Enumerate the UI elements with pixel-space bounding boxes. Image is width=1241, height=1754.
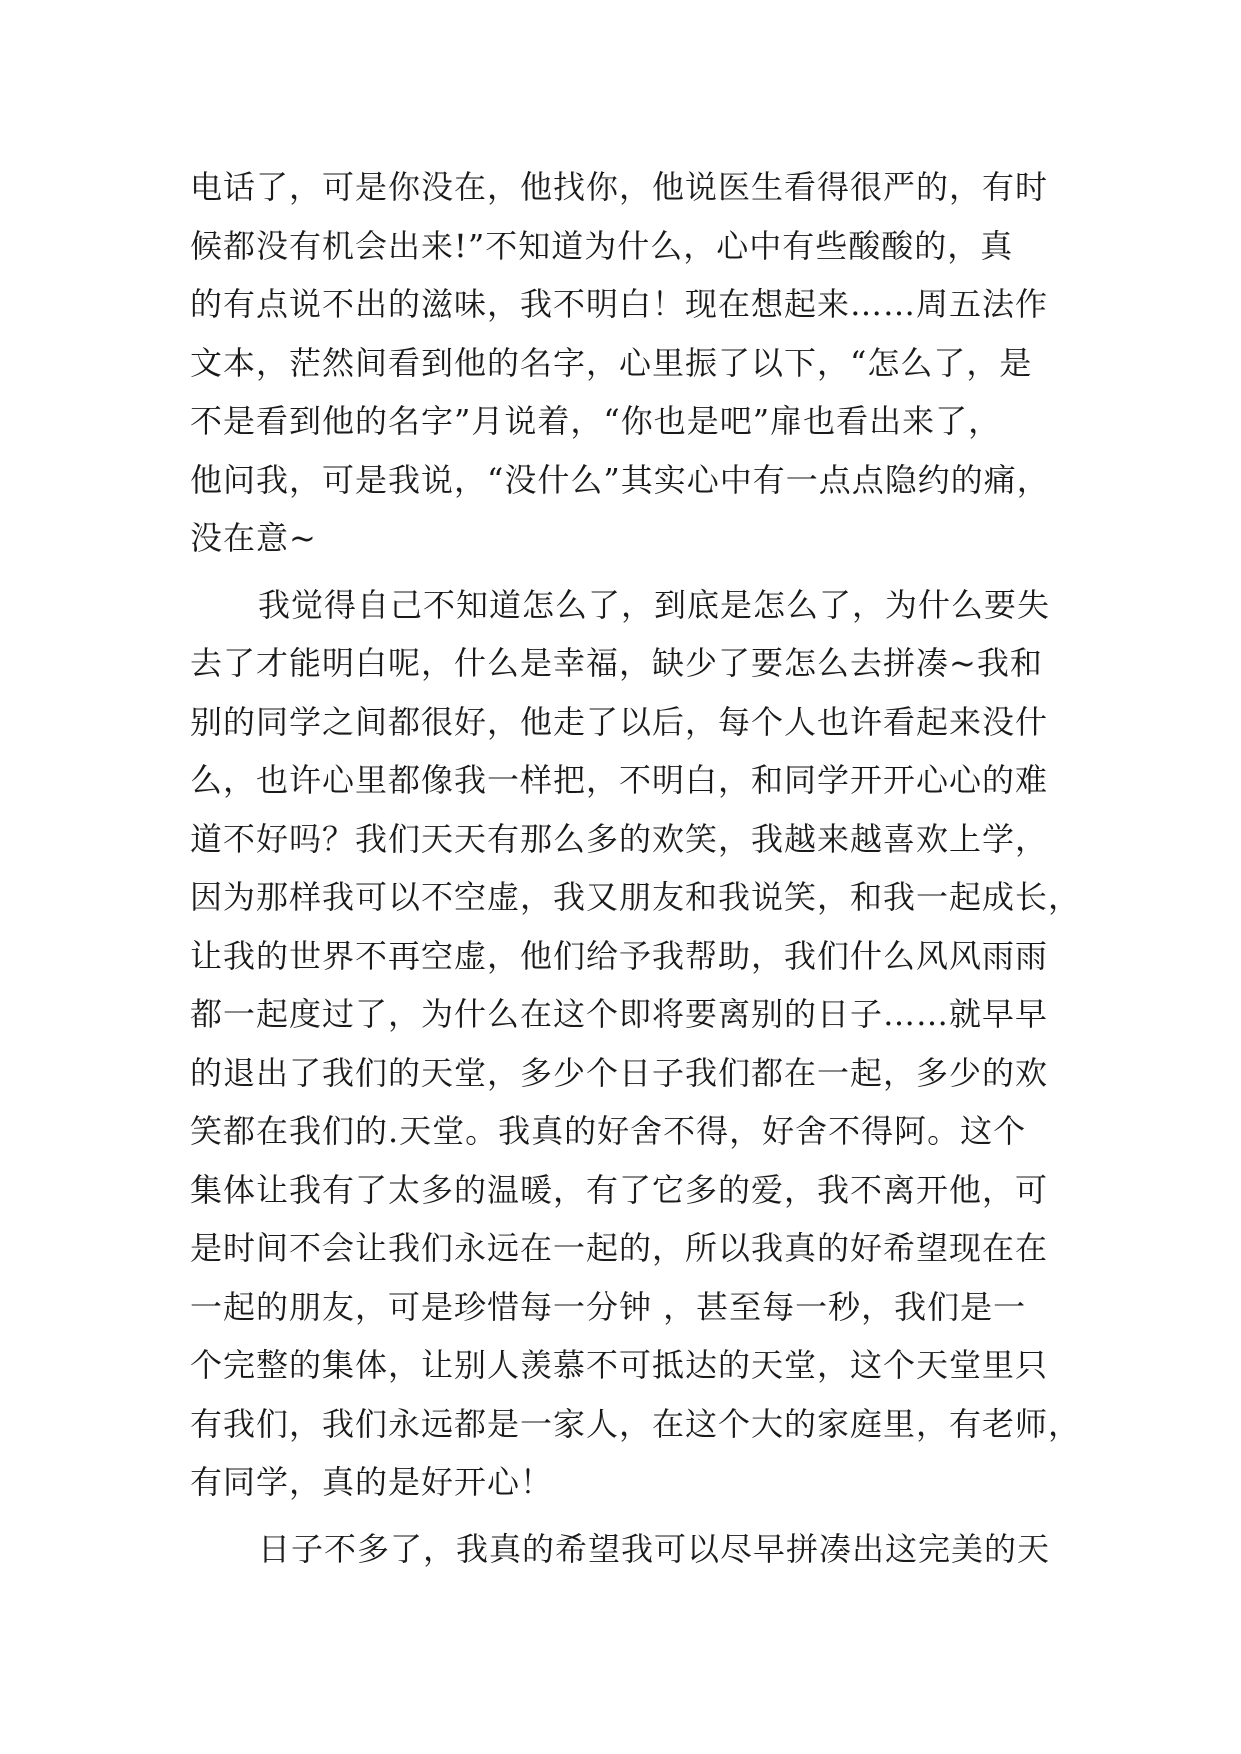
paragraph-gap [190,1512,1050,1520]
paragraph-first-line: 我觉得自己不知道怎么了，到底是怎么了，为什么要失 [258,585,1051,624]
text-line: 的有点说不出的滋味，我不明白！现在想起来……周五法作 [190,285,1049,323]
text-line: 候都没有机会出来!”不知道为什么，心中有些酸酸的，真 [190,226,1014,265]
text-line: 的退出了我们的天堂，多少个日子我们都在一起，多少的欢 [190,1053,1049,1092]
text-line: 因为那样我可以不空虚，我又朋友和我说笑，和我一起成长， [190,878,1082,916]
text-line: 不是看到他的名字”月说着，“你也是吧”扉也看出来了， [190,402,1002,440]
text-line: 个完整的集体，让别人羡慕不可抵达的天堂，这个天堂里只 [190,1346,1049,1384]
text-line: 让我的世界不再空虚，他们给予我帮助，我们什么风风雨雨 [190,936,1049,975]
text-line: 有同学，真的是好开心！ [190,1463,554,1501]
text-line: 是时间不会让我们永远在一起的，所以我真的好希望现在在 [190,1229,1049,1267]
text-line: 都一起度过了，为什么在这个即将要离别的日子……就早早 [190,995,1049,1033]
text-line: 有我们，我们永远都是一家人，在这个大的家庭里，有老师， [190,1404,1082,1443]
text-line: 集体让我有了太多的温暖，有了它多的爱，我不离开他，可 [190,1170,1049,1209]
text-line: 没在意~ [190,519,317,557]
text-line: 文本，茫然间看到他的名字，心里振了以下，“怎么了，是 [190,343,1033,382]
paragraph-gap [190,568,1050,576]
text-line: 笑都在我们的.天堂。我真的好舍不得，好舍不得阿。这个 [190,1112,1027,1150]
paragraph-first-line: 日子不多了，我真的希望我可以尽早拼凑出这完美的天 [258,1529,1051,1568]
text-line: 一起的朋友，可是珍惜每一分钟 ，甚至每一秒，我们是一 [190,1287,1027,1326]
text-line: 么，也许心里都像我一样把，不明白，和同学开开心心的难 [190,761,1049,799]
text-line: 电话了，可是你没在，他找你，他说医生看得很严的，有时 [190,168,1049,206]
text-line: 别的同学之间都很好，他走了以后，每个人也许看起来没什 [190,702,1049,741]
text-line: 去了才能明白呢，什么是幸福，缺少了要怎么去拼凑~我和 [190,644,1043,682]
body-text [190,158,1082,1578]
text-line: 道不好吗？我们天天有那么多的欢笑，我越来越喜欢上学， [190,819,1049,858]
text-line: 他问我，可是我说，“没什么”其实心中有一点点隐约的痛， [190,460,1050,499]
